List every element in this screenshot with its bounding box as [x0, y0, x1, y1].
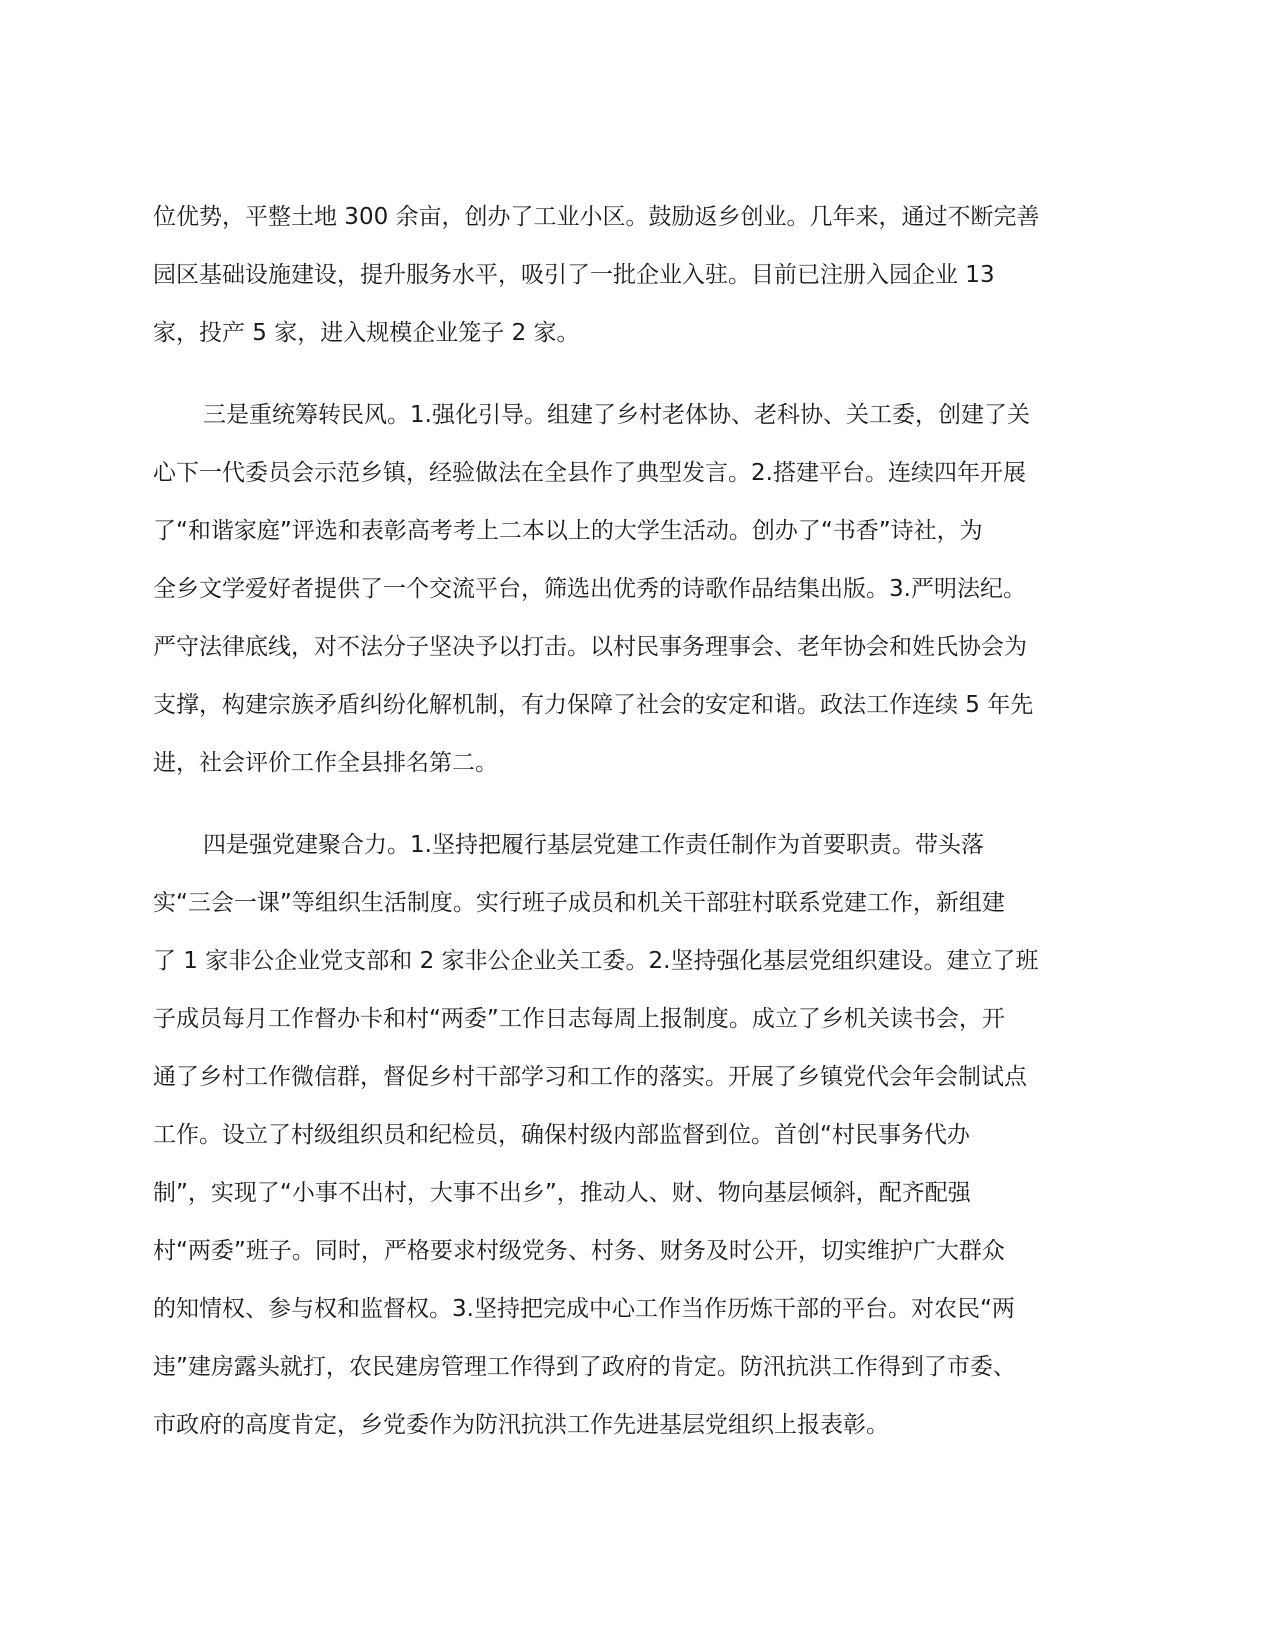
- text-line: 通了乡村工作微信群，督促乡村干部学习和工作的落实。开展了乡镇党代会年会制试点: [153, 1064, 1027, 1090]
- text-line: 了 1 家非公企业党支部和 2 家非公企业关工委。2.坚持强化基层党组织建设。建立了班: [153, 948, 1039, 974]
- document-body: [153, 188, 1113, 1478]
- text-line: 位优势，平整土地 300 余亩，创办了工业小区。鼓励返乡创业。几年来，通过不断完善: [153, 204, 1040, 230]
- text-line: 支撑，构建宗族矛盾纠纷化解机制，有力保障了社会的安定和谐。政法工作连续 5 年先: [153, 692, 1034, 718]
- paragraph-industrial-park: [153, 188, 1113, 362]
- text-line: 村“两委”班子。同时，严格要求村级党务、村务、财务及时公开，切实维护广大群众: [153, 1238, 1005, 1264]
- text-line: 违”建房露头就打，农民建房管理工作得到了政府的肯定。防汛抗洪工作得到了市委、: [153, 1354, 1016, 1380]
- text-line: 子成员每月工作督办卡和村“两委”工作日志每周上报制度。成立了乡机关读书会，开: [153, 1006, 1005, 1032]
- text-line: 工作。设立了村级组织员和纪检员，确保村级内部监督到位。首创“村民事务代办: [153, 1122, 970, 1148]
- text-line: 严守法律底线，对不法分子坚决予以打击。以村民事务理事会、老年协会和姓氏协会为: [153, 634, 1027, 660]
- paragraph-social-customs: [153, 386, 1113, 792]
- text-line: 园区基础设施建设，提升服务水平，吸引了一批企业入驻。目前已注册入园企业 13: [153, 262, 995, 288]
- text-line: 的知情权、参与权和监督权。3.坚持把完成中心工作当作历炼干部的平台。对农民“两: [153, 1296, 1015, 1322]
- text-line: 心下一代委员会示范乡镇，经验做法在全县作了典型发言。2.搭建平台。连续四年开展: [153, 460, 1026, 486]
- paragraph-party-building: [153, 816, 1113, 1454]
- text-line: 四是强党建聚合力。1.坚持把履行基层党建工作责任制作为首要职责。带头落: [203, 832, 984, 858]
- text-line: 了“和谐家庭”评选和表彰高考考上二本以上的大学生活动。创办了“书香”诗社，为: [153, 518, 983, 544]
- text-line: 三是重统筹转民风。1.强化引导。组建了乡村老体协、老科协、关工委，创建了关: [203, 402, 1030, 428]
- text-line: 实“三会一课”等组织生活制度。实行班子成员和机关干部驻村联系党建工作，新组建: [153, 890, 1005, 916]
- text-line: 家，投产 5 家，进入规模企业笼子 2 家。: [153, 320, 580, 346]
- text-line: 制”，实现了“小事不出村，大事不出乡”，推动人、财、物向基层倾斜，配齐配强: [153, 1180, 971, 1206]
- text-line: 市政府的高度肯定，乡党委作为防汛抗洪工作先进基层党组织上报表彰。: [153, 1412, 889, 1438]
- text-line: 进，社会评价工作全县排名第二。: [153, 750, 498, 776]
- text-line: 全乡文学爱好者提供了一个交流平台，筛选出优秀的诗歌作品结集出版。3.严明法纪。: [153, 576, 1026, 602]
